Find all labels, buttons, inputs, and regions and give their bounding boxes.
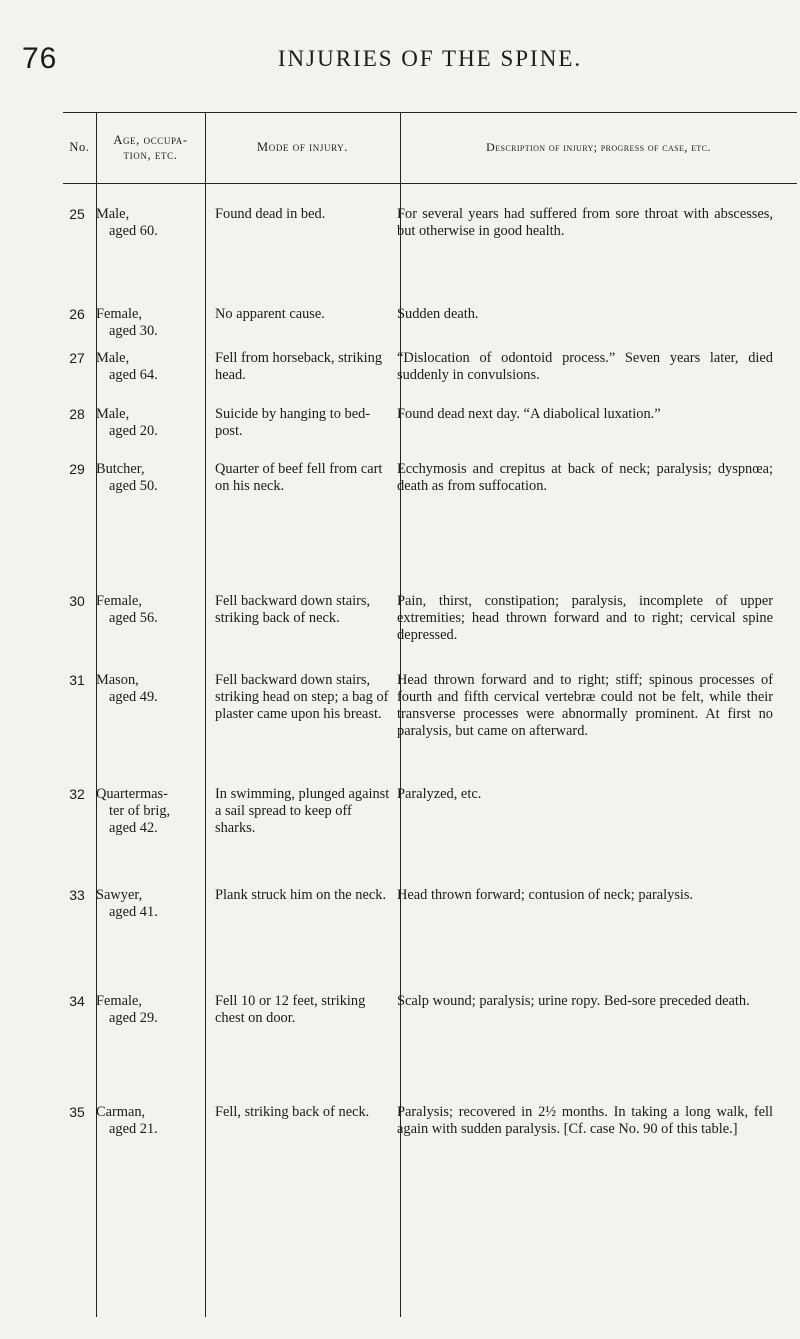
mode-of-injury: In swimming, plunged against a sail spread to keep off sharks. <box>215 786 390 836</box>
description: Head thrown forward; contusion of neck; paralysis. <box>397 887 694 903</box>
header-age-line1: Age, occupa- <box>113 132 188 147</box>
age-occupation: Male, aged 64. <box>96 350 158 383</box>
header-no: No. <box>69 140 90 154</box>
age-occupation: Male, aged 60. <box>96 206 158 239</box>
case-number: 34 <box>69 993 85 1009</box>
description: Sudden death. <box>397 306 479 322</box>
age-occupation: Butcher, aged 50. <box>96 461 158 494</box>
running-head: INJURIES OF THE SPINE. <box>277 46 583 71</box>
column-divider <box>205 112 206 1317</box>
mode-of-injury: Found dead in bed. <box>215 206 326 222</box>
age-occupation: Male, aged 20. <box>96 406 158 439</box>
case-number: 33 <box>69 887 85 903</box>
case-number: 31 <box>69 672 85 688</box>
case-number: 26 <box>69 306 85 322</box>
header-mode: Mode of injury. <box>257 140 348 154</box>
description: Pain, thirst, constipation; paralysis, incomplete of upper extremities; head thrown forward and to right; cervical spine depressed. <box>397 593 773 643</box>
age-occupation: Mason, aged 49. <box>96 672 158 705</box>
mode-of-injury: Fell 10 or 12 feet, striking chest on door. <box>215 993 366 1026</box>
mode-of-injury: Fell backward down stairs, striking head on step; a bag of plaster came upon his breast. <box>215 672 389 722</box>
header-description: Description of injury; progress of case, etc. <box>486 140 711 154</box>
case-number: 35 <box>69 1104 85 1120</box>
case-number: 29 <box>69 461 85 477</box>
description: “Dislocation of odontoid process.” Seven years later, died suddenly in convulsions. <box>397 350 773 383</box>
description: Ecchymosis and crepitus at back of neck; paralysis; dyspnœa; death as from suffocation. <box>397 461 773 494</box>
description: Found dead next day. “A diabolical luxation.” <box>397 406 661 422</box>
mode-of-injury: Fell backward down stairs, striking back of neck. <box>215 593 371 626</box>
mode-of-injury: No apparent cause. <box>215 306 325 322</box>
mode-of-injury: Quarter of beef fell from cart on his neck. <box>215 461 383 494</box>
age-occupation: Female, aged 29. <box>96 993 158 1026</box>
description: For several years had suffered from sore throat with abscesses, but otherwise in good health. <box>397 206 773 239</box>
description: Paralysis; recovered in 2½ months. In taking a long walk, fell again with sudden paralysis. [Cf. case No. 90 of this table.] <box>397 1104 773 1137</box>
mode-of-injury: Fell from horseback, striking head. <box>215 350 383 383</box>
age-occupation: Female, aged 56. <box>96 593 158 626</box>
case-number: 30 <box>69 593 85 609</box>
mode-of-injury: Suicide by hanging to bed-post. <box>215 406 371 439</box>
description: Scalp wound; paralysis; urine ropy. Bed-sore preceded death. <box>397 993 750 1009</box>
age-occupation: Carman, aged 21. <box>96 1104 158 1137</box>
case-number: 25 <box>69 206 85 222</box>
age-occupation: Quartermas- ter of brig, aged 42. <box>96 786 171 836</box>
description: Head thrown forward and to right; stiff; spinous processes of fourth and fifth cervical vertebræ could not be felt, while their transverse processes were abnormally prominent. At first no paralysis, but came on afterward. <box>397 672 773 739</box>
case-number: 32 <box>69 786 85 802</box>
mode-of-injury: Fell, striking back of neck. <box>215 1104 370 1120</box>
page-number: 76 <box>22 42 58 75</box>
description: Paralyzed, etc. <box>397 786 482 802</box>
header-age-line2: tion, etc. <box>123 147 178 162</box>
case-number: 27 <box>69 350 85 366</box>
header-age <box>96 112 205 183</box>
age-occupation: Female, aged 30. <box>96 306 158 339</box>
table-header-rule <box>63 183 797 184</box>
age-occupation: Sawyer, aged 41. <box>96 887 158 920</box>
case-number: 28 <box>69 406 85 422</box>
mode-of-injury: Plank struck him on the neck. <box>215 887 387 903</box>
